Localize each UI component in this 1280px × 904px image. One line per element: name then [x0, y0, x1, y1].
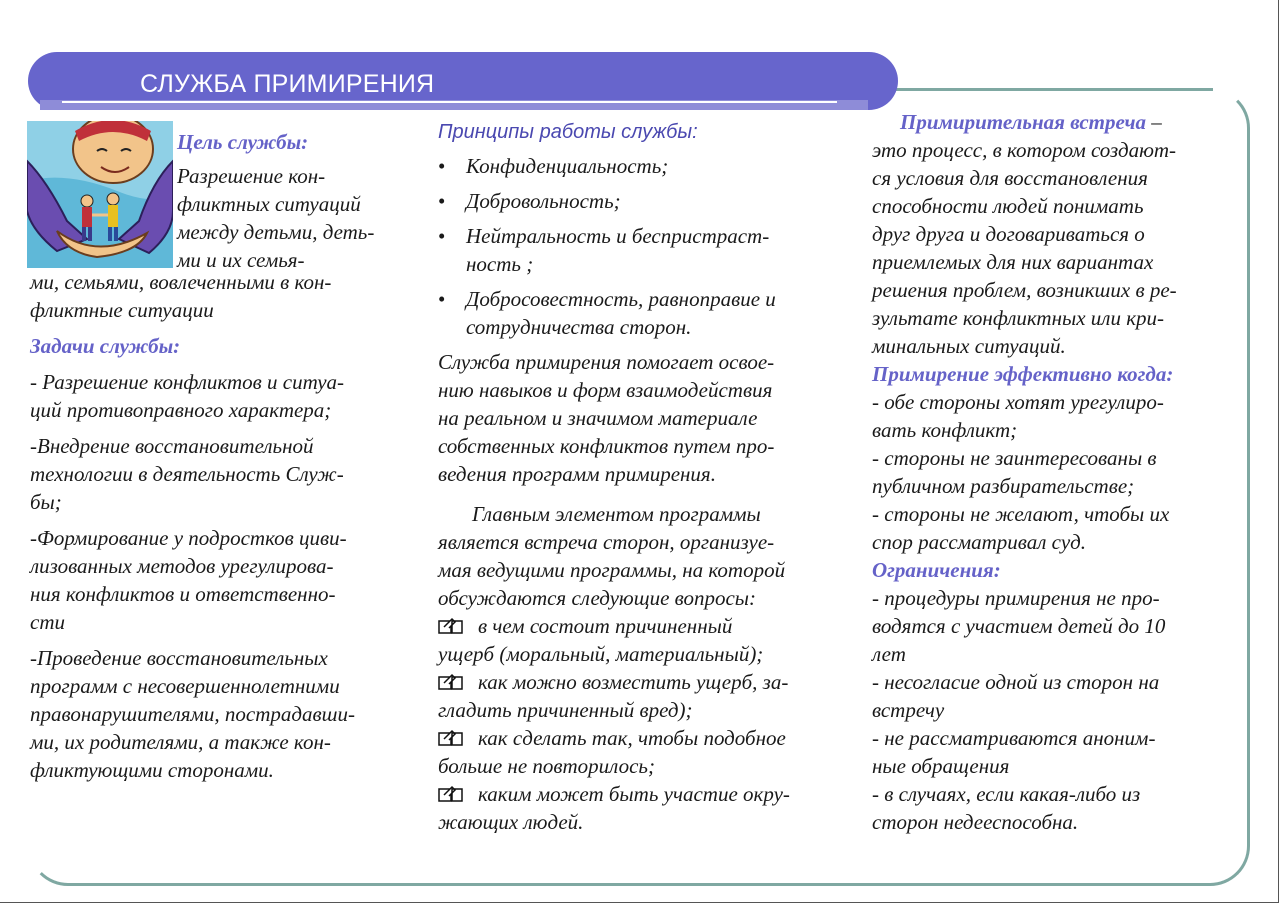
title-underline [62, 101, 837, 103]
task-line: - Разрешение конфликтов и ситуа- [30, 370, 345, 394]
frame-top-line [868, 88, 1213, 91]
service-line: собственных конфликтов путем про- [438, 434, 775, 458]
goal-line: ми и их семья- [177, 248, 305, 272]
task-line: лизованных методов урегулирова- [30, 554, 334, 578]
meeting-line: способности людей понимать [872, 194, 1144, 218]
limits-line: водятся с участием детей до 10 [872, 614, 1166, 638]
service-line: Служба примирения помогает освое- [438, 350, 775, 374]
service-line: нию навыков и форм взаимодействия [438, 378, 773, 402]
principle-item [438, 285, 843, 341]
question-text: как сделать так, чтобы подобное [478, 726, 786, 750]
effective-line: - стороны не желают, чтобы их [872, 502, 1170, 526]
goal-line: между детьми, деть- [177, 220, 375, 244]
meeting-term: Примирительная встреча [900, 110, 1147, 134]
goal-line: фликтные ситуации [30, 298, 214, 322]
task-line: -Внедрение восстановительной [30, 434, 314, 458]
service-line: ведения программ примирения. [438, 462, 716, 486]
principles-heading: Принципы работы службы: [438, 121, 698, 143]
goal-heading: Цель службы: [177, 130, 309, 154]
right-column [872, 108, 1232, 836]
effective-heading: Примирение эффективно когда: [872, 362, 1174, 386]
question-line: больше не повторилось; [438, 754, 655, 778]
question-line: ущерб (моральный, материальный); [438, 642, 764, 666]
principle-line: • Конфиденциальность; [466, 154, 669, 178]
goal-line: фликтных ситуаций [177, 192, 361, 216]
task-line: ций противоправного характера; [30, 398, 332, 422]
question-item [438, 668, 843, 724]
meeting-line: ся условия для восстановления [872, 166, 1148, 190]
task-item [30, 368, 410, 424]
task-line: программ с несовершеннолетними [30, 674, 340, 698]
goal-line: Разрешение кон- [177, 164, 326, 188]
effective-line: спор рассматривал суд. [872, 530, 1086, 554]
question-item [438, 724, 843, 780]
question-item [438, 780, 843, 836]
question-line: жающих людей. [438, 810, 584, 834]
question-text: в чем состоит причиненный [478, 614, 733, 638]
main-element-line: Главным элементом программы [472, 502, 761, 526]
effective-line: публичном разбирательстве; [872, 474, 1135, 498]
principle-line: сотрудничества сторон. [466, 315, 692, 339]
limits-line: лет [872, 642, 906, 666]
goal-block [177, 128, 412, 274]
principles-list [438, 152, 843, 341]
page-title: СЛУЖБА ПРИМИРЕНИЯ [140, 70, 435, 98]
effective-line: вать конфликт; [872, 418, 1018, 442]
meeting-line: друг друга и договариваться о [872, 222, 1145, 246]
task-line: -Проведение восстановительных [30, 646, 328, 670]
limits-line: - несогласие одной из сторон на [872, 670, 1160, 694]
principle-line: • Добровольность; [466, 189, 621, 213]
goal-line: ми, семьями, вовлеченными в кон- [30, 270, 332, 294]
meeting-title-line [872, 108, 1232, 136]
left-column [30, 268, 410, 792]
task-item [30, 432, 410, 516]
question-line [438, 724, 843, 752]
principle-item [438, 187, 843, 215]
task-line: ми, их родителями, а также кон- [30, 730, 331, 754]
meeting-line: приемлемых для них вариантах [872, 250, 1154, 274]
task-line: -Формирование у подростков циви- [30, 526, 347, 550]
limits-line: сторон недееспособна. [872, 810, 1079, 834]
task-line: правонарушителями, пострадавши- [30, 702, 356, 726]
main-element-line: является встреча сторон, организуе- [438, 530, 775, 554]
question-text: как можно возместить ущерб, за- [478, 670, 789, 694]
task-line: фликтующими сторонами. [30, 758, 274, 782]
limits-line: - процедуры примирения не про- [872, 586, 1160, 610]
hand-pointer-icon [438, 617, 466, 635]
question-line: гладить причиненный вред); [438, 698, 693, 722]
principle-line: ность ; [466, 252, 534, 276]
tasks-heading: Задачи службы: [30, 334, 181, 358]
middle-column [438, 118, 843, 836]
meeting-line: минальных ситуаций. [872, 334, 1066, 358]
limits-line: - не рассматриваются аноним- [872, 726, 1156, 750]
meeting-dash: – [1146, 110, 1162, 134]
main-element-line: мая ведущими программы, на которой [438, 558, 786, 582]
limits-line: - в случаях, если какая-либо из [872, 782, 1141, 806]
question-line [438, 780, 843, 808]
main-element-line: обсуждаются следующие вопросы: [438, 586, 757, 610]
question-text: каким может быть участие окру- [478, 782, 790, 806]
hand-pointer-icon [438, 673, 466, 691]
limits-line: ные обращения [872, 754, 1010, 778]
principle-line: • Добросовестность, равноправие и [466, 287, 776, 311]
task-line: ния конфликтов и ответственно- [30, 582, 336, 606]
hand-pointer-icon [438, 785, 466, 803]
principle-line: • Нейтральность и беспристраст- [466, 224, 770, 248]
task-line: бы; [30, 490, 62, 514]
task-line: сти [30, 610, 65, 634]
meeting-line: зультате конфликтных или кри- [872, 306, 1165, 330]
meeting-line: решения проблем, возникших в ре- [872, 278, 1177, 302]
task-item [30, 644, 410, 784]
limits-heading: Ограничения: [872, 558, 1001, 582]
effective-line: - стороны не заинтересованы в [872, 446, 1157, 470]
limits-line: встречу [872, 698, 945, 722]
service-paragraph [438, 348, 843, 488]
reconciliation-hands-illustration [27, 121, 173, 268]
task-line: технологии в деятельность Служ- [30, 462, 344, 486]
question-line [438, 668, 843, 696]
principle-item [438, 152, 843, 180]
question-line [438, 612, 843, 640]
service-line: на реальном и значимом материале [438, 406, 758, 430]
main-element-paragraph [438, 500, 843, 612]
effective-line: - обе стороны хотят урегулиро- [872, 390, 1164, 414]
hand-pointer-icon [438, 729, 466, 747]
task-item [30, 524, 410, 636]
principle-item [438, 222, 843, 278]
meeting-line: это процесс, в котором создают- [872, 138, 1177, 162]
question-item [438, 612, 843, 668]
questions-list [438, 612, 843, 836]
